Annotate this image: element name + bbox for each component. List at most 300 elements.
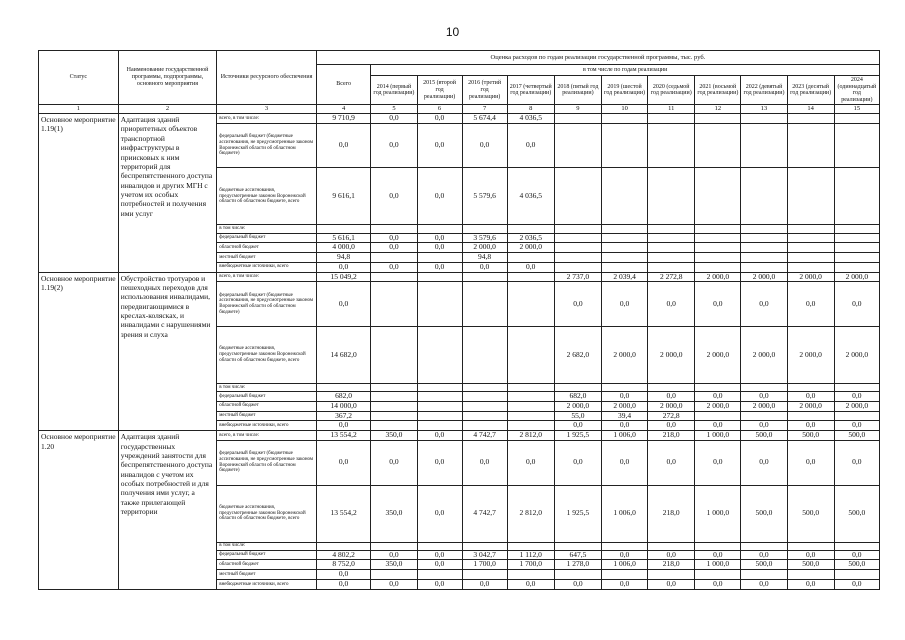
table-cell [741,262,787,272]
table-cell: 0,0 [417,560,462,570]
table-cell [554,123,601,168]
table-cell [787,114,834,124]
table-cell: 2 000,0 [834,327,879,384]
table-cell [371,570,417,580]
table-cell: 272,8 [648,411,695,421]
table-cell [417,392,462,402]
table-cell: 2 000,0 [648,327,695,384]
funding-source: бюджетные ассигнования, предусмотренные законом Воронежской области об областном бюджете, всего [217,168,317,225]
table-cell [417,272,462,282]
table-cell: 0,0 [371,123,417,168]
table-cell: 0,0 [371,262,417,272]
table-cell [507,253,554,263]
table-cell: 39,4 [602,411,648,421]
table-cell: 0,0 [371,233,417,243]
table-cell: 1 112,0 [507,550,554,560]
table-cell [507,327,554,384]
table-cell: 1 000,0 [695,431,741,441]
table-cell: 0,0 [417,431,462,441]
table-cell [417,421,462,431]
table-cell [648,233,695,243]
table-cell [554,225,601,233]
table-cell: 0,0 [695,440,741,485]
column-number: 14 [787,105,834,114]
table-cell [554,168,601,225]
table-cell: 0,0 [695,282,741,327]
header-year: 2014 (первый год реализации) [371,76,417,105]
table-cell [417,327,462,384]
table-cell: 0,0 [462,579,507,589]
table-cell: 15 049,2 [316,272,371,282]
table-cell [462,421,507,431]
table-cell: 2 000,0 [741,401,787,411]
table-cell [371,411,417,421]
table-cell [417,225,462,233]
table-cell: 0,0 [371,579,417,589]
table-cell [834,262,879,272]
header-estimate: Оценка расходов по годам реализации государственной программы, тыс. руб. [316,51,879,65]
funding-source: в том числе: [217,542,317,550]
table-cell: 0,0 [602,392,648,402]
table-cell: 9 710,9 [316,114,371,124]
table-cell [462,570,507,580]
table-cell [371,253,417,263]
column-number: 8 [507,105,554,114]
table-cell: 500,0 [787,560,834,570]
column-number: 3 [217,105,317,114]
table-cell: 2 039,4 [602,272,648,282]
table-cell [834,233,879,243]
funding-source: всего, в том числе: [217,272,317,282]
table-cell: 0,0 [507,123,554,168]
header-status: Статус [39,51,119,105]
table-cell [787,253,834,263]
table-cell: 0,0 [695,421,741,431]
table-cell: 1 700,0 [462,560,507,570]
table-cell: 0,0 [417,550,462,560]
table-cell: 0,0 [834,421,879,431]
table-cell: 0,0 [371,243,417,253]
measure-status: Основное мероприятие 1.20 [39,431,119,590]
table-cell: 0,0 [695,392,741,402]
table-cell: 2 000,0 [834,272,879,282]
table-cell [417,383,462,391]
column-number: 6 [417,105,462,114]
table-cell: 0,0 [417,233,462,243]
column-number: 2 [118,105,217,114]
table-cell: 0,0 [316,123,371,168]
table-cell: 0,0 [417,440,462,485]
column-number: 10 [602,105,648,114]
table-cell [462,392,507,402]
table-cell: 500,0 [834,560,879,570]
table-cell [834,570,879,580]
table-cell [648,570,695,580]
table-cell: 4 802,2 [316,550,371,560]
table-cell: 2 000,0 [787,327,834,384]
table-cell [695,262,741,272]
table-cell [648,123,695,168]
table-cell: 3 042,7 [462,550,507,560]
table-cell: 2 000,0 [787,401,834,411]
table-cell [316,383,371,391]
table-cell: 5 616,1 [316,233,371,243]
table-cell: 218,0 [648,485,695,542]
table-cell: 0,0 [648,392,695,402]
table-cell [834,225,879,233]
funding-source: внебюджетные источники, всего [217,421,317,431]
table-cell: 1 006,0 [602,485,648,542]
table-cell: 0,0 [648,550,695,560]
table-cell [554,570,601,580]
table-cell [648,168,695,225]
table-cell [554,383,601,391]
table-cell: 0,0 [371,114,417,124]
table-cell: 0,0 [787,579,834,589]
table-cell: 0,0 [741,440,787,485]
column-number: 7 [462,105,507,114]
funding-source: внебюджетные источники, всего [217,262,317,272]
table-cell [602,542,648,550]
table-cell: 0,0 [554,440,601,485]
header-year: 2018 (пятый год реализации) [554,76,601,105]
table-cell: 2 000,0 [554,401,601,411]
table-cell [787,411,834,421]
table-cell [741,243,787,253]
table-cell [741,570,787,580]
table-cell [554,114,601,124]
header-year: 2017 (четвертый год реализации) [507,76,554,105]
table-cell [695,383,741,391]
table-cell: 0,0 [787,550,834,560]
table-cell [417,282,462,327]
table-cell: 0,0 [741,550,787,560]
table-cell: 0,0 [602,579,648,589]
table-cell [741,225,787,233]
table-cell [507,272,554,282]
column-number: 5 [371,105,417,114]
table-cell: 500,0 [787,485,834,542]
table-cell: 2 000,0 [695,401,741,411]
table-cell [554,243,601,253]
measure-status: Основное мероприятие 1.19(2) [39,272,119,431]
table-cell: 0,0 [741,579,787,589]
funding-source: областной бюджет [217,401,317,411]
table-cell [741,253,787,263]
table-cell [741,383,787,391]
table-cell [648,114,695,124]
table-cell [507,401,554,411]
table-cell: 0,0 [371,440,417,485]
column-number: 4 [316,105,371,114]
table-cell: 13 554,2 [316,431,371,441]
funding-source: в том числе: [217,225,317,233]
table-cell [462,383,507,391]
table-cell [417,570,462,580]
table-cell [834,542,879,550]
table-cell: 218,0 [648,560,695,570]
column-number: 15 [834,105,879,114]
table-cell [316,225,371,233]
table-cell: 0,0 [417,123,462,168]
table-cell: 0,0 [648,282,695,327]
funding-source: федеральный бюджет (бюджетные ассигнования, не предусмотренные законом Воронежской области об областном бюджете) [217,440,317,485]
table-cell: 2 000,0 [695,327,741,384]
table-cell [602,225,648,233]
table-cell [602,383,648,391]
table-cell [371,401,417,411]
table-cell: 0,0 [417,485,462,542]
header-including: в том числе по годам реализации [371,65,880,76]
table-cell: 4 742,7 [462,485,507,542]
table-row [39,272,880,282]
table-cell: 0,0 [602,440,648,485]
table-cell: 2 812,0 [507,431,554,441]
table-cell [741,542,787,550]
table-cell: 14 682,0 [316,327,371,384]
table-cell [695,570,741,580]
table-cell [371,327,417,384]
table-cell: 2 000,0 [834,401,879,411]
header-year: 2024 (одиннадцатый год реализации) [834,76,879,105]
table-cell [787,383,834,391]
table-cell [787,225,834,233]
funding-source: всего, в том числе: [217,114,317,124]
table-row [39,431,880,441]
funding-source: бюджетные ассигнования, предусмотренные законом Воронежской области об областном бюджете, всего [217,485,317,542]
table-cell [695,168,741,225]
table-cell: 218,0 [648,431,695,441]
table-cell: 1 006,0 [602,560,648,570]
table-cell [648,383,695,391]
table-cell [602,168,648,225]
table-cell: 500,0 [741,560,787,570]
table-cell [834,114,879,124]
table-cell [371,272,417,282]
table-cell [787,262,834,272]
table-cell: 1 925,5 [554,431,601,441]
table-cell: 647,5 [554,550,601,560]
funding-source: бюджетные ассигнования, предусмотренные законом Воронежской области об областном бюджете, всего [217,327,317,384]
header-source: Источники ресурсного обеспечения [217,51,317,105]
table-cell [834,168,879,225]
table-cell: 350,0 [371,485,417,542]
funding-source: областной бюджет [217,243,317,253]
table-cell [695,123,741,168]
table-cell [417,401,462,411]
table-cell: 0,0 [371,550,417,560]
table-cell [507,542,554,550]
measure-name: Адаптация зданий государственных учреждений занятости для беспрепятственного доступа инвалидов с учетом их особых потребностей и для получения ими услуг, а также прилегающей территории [118,431,217,590]
measure-name: Адаптация зданий приоритетных объектов транспортной инфраструктуры в приисковых к ним территорий для беспрепятственного доступа инвалидов и других МГН с учетом их особых потребностей и получения ими услуг [118,114,217,273]
table-cell: 2 000,0 [741,327,787,384]
table-cell: 1 006,0 [602,431,648,441]
table-cell [648,253,695,263]
table-cell: 0,0 [316,579,371,589]
table-cell: 0,0 [507,579,554,589]
table-cell [602,123,648,168]
table-cell: 0,0 [834,392,879,402]
measure-name: Обустройство тротуаров и пешеходных переходов для использования инвалидами, передвигающимися в креслах-колясках, и инвалидами с нарушениями зрения и слуха [118,272,217,431]
table-cell [834,243,879,253]
funding-source: местный бюджет [217,253,317,263]
table-cell: 0,0 [602,550,648,560]
table-cell [695,411,741,421]
table-cell: 500,0 [787,431,834,441]
measure-status: Основное мероприятие 1.19(1) [39,114,119,273]
table-cell: 0,0 [648,579,695,589]
table-cell [462,225,507,233]
table-cell: 2 000,0 [648,401,695,411]
table-cell: 0,0 [741,282,787,327]
table-cell [462,327,507,384]
table-cell [462,542,507,550]
table-cell: 9 616,1 [316,168,371,225]
table-cell [741,233,787,243]
table-cell: 1 000,0 [695,485,741,542]
table-cell: 0,0 [507,262,554,272]
table-cell [787,243,834,253]
table-cell: 350,0 [371,560,417,570]
table-cell: 0,0 [787,392,834,402]
table-cell: 0,0 [834,440,879,485]
column-number: 1 [39,105,119,114]
table-cell [462,282,507,327]
table-cell: 2 000,0 [507,243,554,253]
table-cell [695,233,741,243]
table-cell: 2 036,5 [507,233,554,243]
table-cell: 4 036,5 [507,168,554,225]
table-cell [834,253,879,263]
header-year: 2015 (второй год реализации) [417,76,462,105]
column-number: 12 [695,105,741,114]
table-cell [507,282,554,327]
table-cell [507,570,554,580]
table-cell: 2 000,0 [741,272,787,282]
table-cell: 0,0 [695,550,741,560]
table-cell: 0,0 [417,243,462,253]
funding-source: федеральный бюджет (бюджетные ассигнования, не предусмотренные законом Воронежской области об областном бюджете) [217,282,317,327]
table-cell [554,233,601,243]
table-cell [602,233,648,243]
table-cell: 0,0 [417,114,462,124]
table-cell [554,262,601,272]
table-cell: 3 579,6 [462,233,507,243]
table-row [39,114,880,124]
funding-source: федеральный бюджет [217,233,317,243]
table-cell: 2 000,0 [462,243,507,253]
table-cell: 0,0 [741,392,787,402]
table-cell: 0,0 [648,421,695,431]
table-cell: 2 000,0 [695,272,741,282]
funding-source: федеральный бюджет [217,550,317,560]
table-cell [602,114,648,124]
table-cell: 0,0 [371,168,417,225]
table-cell [648,262,695,272]
header-total: Всего [316,65,371,105]
header-name: Наименование государственной программы, подпрограммы, основного мероприятия [118,51,217,105]
table-cell: 1 925,5 [554,485,601,542]
table-cell: 0,0 [316,440,371,485]
funding-source: в том числе: [217,383,317,391]
table-cell: 682,0 [554,392,601,402]
table-cell: 8 752,0 [316,560,371,570]
funding-source: федеральный бюджет [217,392,317,402]
table-cell: 0,0 [554,282,601,327]
table-cell [695,114,741,124]
table-cell [741,114,787,124]
table-cell: 94,8 [316,253,371,263]
table-cell: 0,0 [741,421,787,431]
table-cell [787,123,834,168]
table-cell [371,542,417,550]
funding-source: внебюджетные источники, всего [217,579,317,589]
table-cell [787,542,834,550]
table-cell [371,392,417,402]
table-cell: 0,0 [462,123,507,168]
funding-source: федеральный бюджет (бюджетные ассигнования, не предусмотренные законом Воронежской области об областном бюджете) [217,123,317,168]
table-cell: 0,0 [316,570,371,580]
table-cell: 2 000,0 [602,401,648,411]
table-cell: 0,0 [316,262,371,272]
table-cell [695,542,741,550]
table-cell: 0,0 [602,421,648,431]
table-cell [462,272,507,282]
table-cell: 367,2 [316,411,371,421]
page-number: 10 [445,25,460,39]
table-cell: 5 579,6 [462,168,507,225]
table-cell [417,542,462,550]
table-cell [695,243,741,253]
funding-source: всего, в том числе: [217,431,317,441]
table-cell: 5 674,4 [462,114,507,124]
table-cell [834,411,879,421]
table-cell: 0,0 [507,440,554,485]
table-cell [462,401,507,411]
table-cell: 94,8 [462,253,507,263]
table-cell: 0,0 [787,282,834,327]
table-cell [741,411,787,421]
table-cell: 350,0 [371,431,417,441]
funding-source: местный бюджет [217,411,317,421]
table-cell: 1 000,0 [695,560,741,570]
table-cell [371,225,417,233]
funding-source: местный бюджет [217,570,317,580]
table-cell: 0,0 [648,440,695,485]
table-cell [507,392,554,402]
table-cell: 0,0 [834,579,879,589]
header-year: 2019 (шестой год реализации) [602,76,648,105]
header-year: 2021 (восьмой год реализации) [695,76,741,105]
table-cell: 2 000,0 [787,272,834,282]
table-cell [741,168,787,225]
table-cell [602,243,648,253]
table-cell: 0,0 [834,550,879,560]
table-cell: 500,0 [741,431,787,441]
column-number: 11 [648,105,695,114]
table-cell [554,542,601,550]
column-number: 9 [554,105,601,114]
table-cell [507,411,554,421]
table-cell [462,411,507,421]
table-cell: 0,0 [417,262,462,272]
header-year: 2022 (девятый год реализации) [741,76,787,105]
table-cell [554,253,601,263]
table-cell: 0,0 [417,579,462,589]
table-cell [695,253,741,263]
table-cell: 0,0 [462,440,507,485]
table-cell: 2 812,0 [507,485,554,542]
